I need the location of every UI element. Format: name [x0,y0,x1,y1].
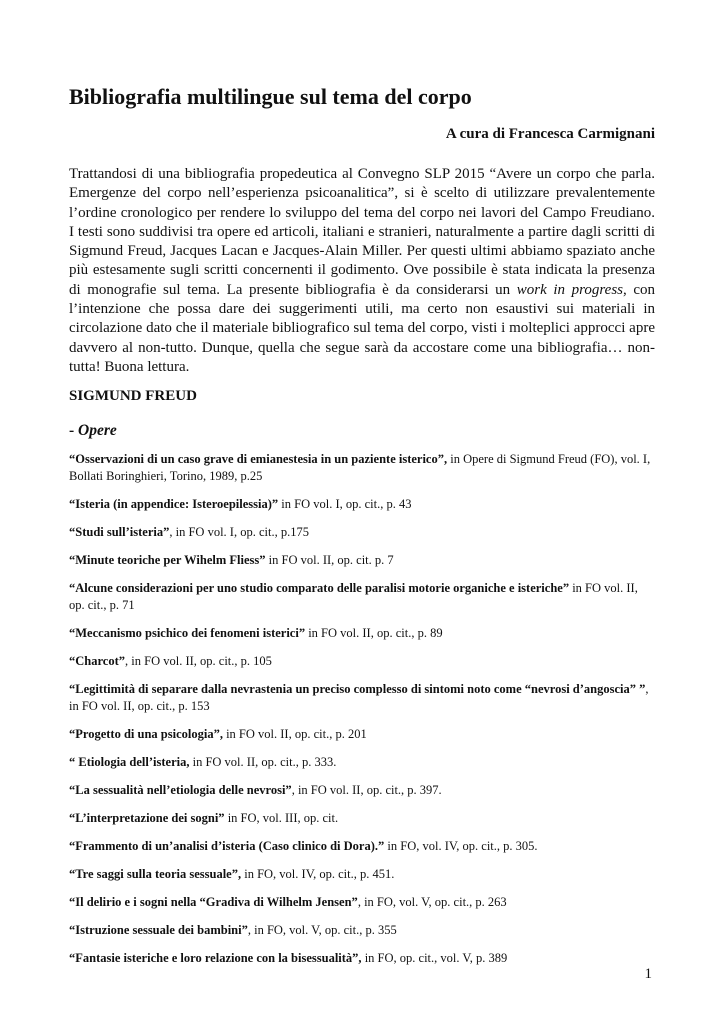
reference-details: in FO vol. I, op. cit., p. 43 [278,497,412,511]
reference-title: “Progetto di una psicologia”, [69,727,223,741]
reference-item [69,451,655,485]
intro-paragraph [69,165,655,377]
reference-details: , in FO, vol. V, op. cit., p. 355 [247,923,397,937]
reference-details: , in FO vol. II, op. cit., p. 397. [291,783,442,797]
reference-item [69,681,655,715]
reference-details: in FO, op. cit., vol. V, p. 389 [361,951,508,965]
reference-details: in FO vol. II, op. cit., p. 201 [222,727,367,741]
page-number: 1 [644,966,652,982]
reference-details: in Opere di Sigmund Freud (FO), vol. I, Bollati Boringhieri, Torino, 1989, p.25 [69,452,651,483]
reference-details: in FO, vol. IV, op. cit., p. 451. [241,867,395,881]
reference-item [69,866,655,883]
reference-details: , in FO, vol. V, op. cit., p. 263 [357,895,507,909]
reference-title: “La sessualità nell’etiologia delle nevrosi” [69,783,292,797]
reference-details: in FO vol. II, op. cit., p. 71 [69,581,638,612]
reference-title: “Meccanismo psichico dei fenomeni isterici” [69,626,306,640]
reference-details: in FO, vol. III, op. cit. [224,811,339,825]
reference-title: “ Etiologia dell’isteria, [69,755,190,769]
reference-item [69,810,655,827]
reference-title: “Charcot” [69,654,126,668]
reference-details: , in FO vol. II, op. cit., p. 105 [125,654,272,668]
reference-item [69,552,655,569]
reference-item [69,894,655,911]
document-title: Bibliografia multilingue sul tema del corpo [69,84,472,109]
reference-title: “Osservazioni di un caso grave di emianestesia in un paziente isterico”, [69,452,448,466]
reference-item [69,524,655,541]
reference-title: “Il delirio e i sogni nella “Gradiva di Wilhelm Jensen” [69,895,358,909]
reference-details: in FO vol. II, op. cit., p. 333. [189,755,337,769]
reference-details: , in FO vol. II, op. cit., p. 153 [69,682,649,713]
reference-title: “Isteria (in appendice: Isteroepilessia)” [69,497,279,511]
reference-title: “Istruzione sessuale dei bambini” [69,923,248,937]
reference-item [69,754,655,771]
reference-title: “Studi sull’isteria” [69,525,170,539]
reference-title: “Legittimità di separare dalla nevrastenia un preciso complesso di sintomi noto come “nevrosi d’angoscia” ” [69,682,646,696]
reference-item [69,922,655,939]
reference-details: in FO vol. II, op. cit. p. 7 [265,553,394,567]
intro-text-1: Trattandosi di una bibliografia propedeutica al Convegno SLP 2015 “Avere un corpo che parla. Emergenze del corpo nell’esperienza psicoanalitica”, si è scelto di utilizzare prevalentemente l’ordine cronologico per rendere lo sviluppo del tema del corpo nei lavori del Campo Freudiano. I testi sono suddivisi tra opere ed articoli, italiani e stranieri, naturalmente a partire dagli scritti di Sigmund Freud, Jacques Lacan e Jacques-Alain Miller. Per questi ultimi abbiamo spaziato anche più estesamente sugli scritti concernenti il godimento. Ove possibile è stata indicata la presenza di monografie sul tema. La presente bibliografia è da considerarsi un [69,166,655,298]
reference-list [69,451,655,978]
reference-item [69,726,655,743]
subsection-prefix: - [69,422,79,439]
reference-title: “L’interpretazione dei sogni” [69,811,225,825]
reference-title: “Alcune considerazioni per uno studio comparato delle paralisi motorie organiche e isteriche” [69,581,570,595]
subsection-label: Opere [78,422,117,439]
reference-item [69,625,655,642]
reference-item [69,653,655,670]
reference-details: in FO vol. II, op. cit., p. 89 [305,626,443,640]
reference-details: in FO, vol. IV, op. cit., p. 305. [384,839,538,853]
reference-details: , in FO vol. I, op. cit., p.175 [169,525,309,539]
reference-item [69,950,655,967]
reference-title: “Frammento di un’analisi d’isteria (Caso clinico di Dora).” [69,839,385,853]
section-heading: SIGMUND FREUD [69,388,197,404]
reference-item [69,580,655,614]
reference-item [69,496,655,513]
reference-item [69,782,655,799]
intro-text-2: , con l’intenzione che possa dare dei suggerimenti utili, ma certo non esaustivi sui materiali in circolazione dato che il materiale bibliografico sul tema del corpo, visti i molteplici approcci apre davvero al non-tutto. Dunque, quella che segue sarà da accostare come una bibliografia… non-tutta! Buona lettura. [69,281,655,375]
reference-title: “Minute teoriche per Wihelm Fliess” [69,553,266,567]
subsection-heading [69,422,117,440]
intro-italic: work in progress [516,281,623,298]
reference-item [69,838,655,855]
reference-title: “Fantasie isteriche e loro relazione con la bisessualità”, [69,951,362,965]
reference-title: “Tre saggi sulla teoria sessuale”, [69,867,242,881]
curator-line: A cura di Francesca Carmignani [445,126,655,142]
